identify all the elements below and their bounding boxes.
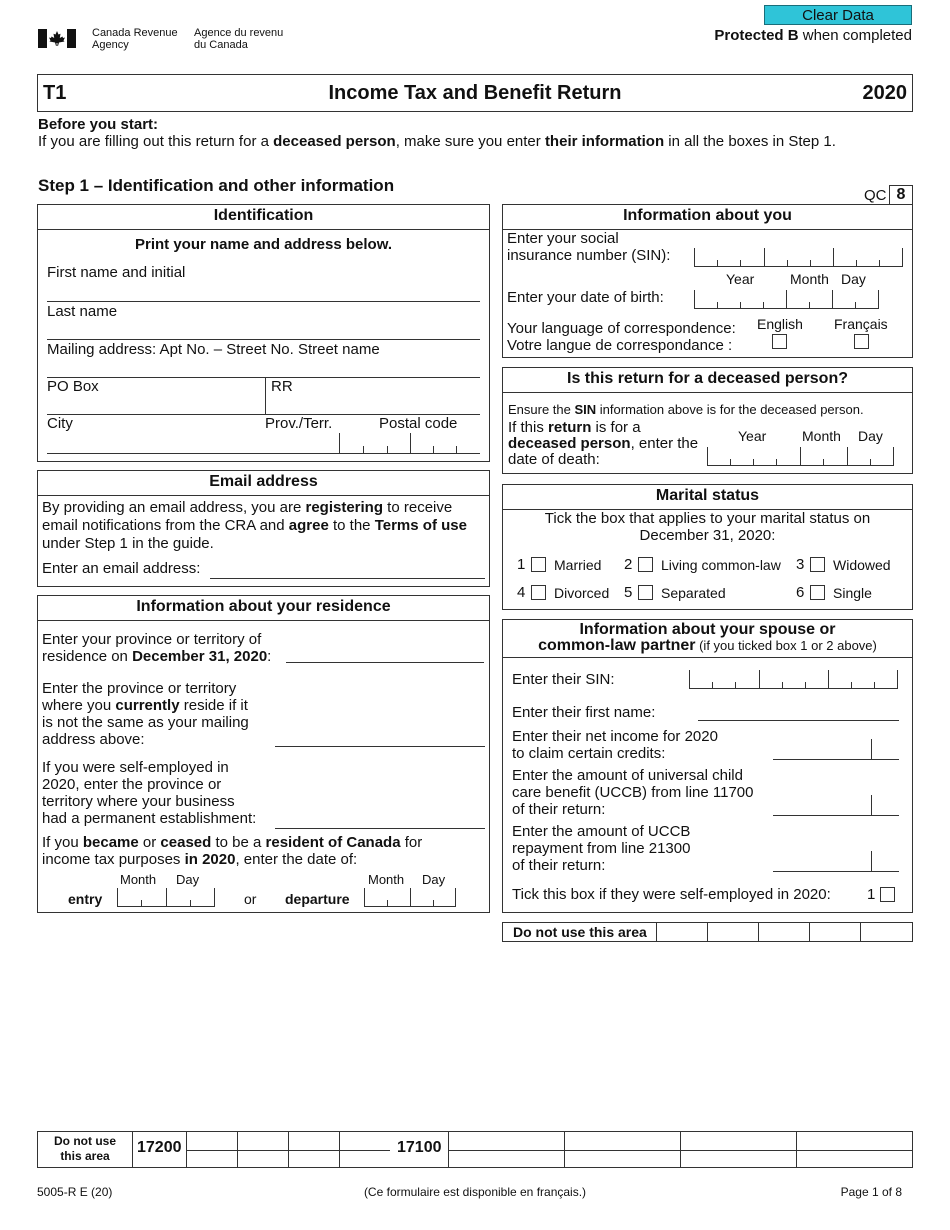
email-consent-text: By providing an email address, you are registering to receive email notifications from the CRA and agree to the Terms of use under Step 1 in the guide. — [42, 499, 467, 552]
or-label: or — [244, 891, 257, 907]
agency-fr-line1: Agence du revenu — [194, 27, 284, 39]
spouse-section — [502, 619, 913, 913]
residence-section — [37, 595, 490, 913]
cents-divider — [871, 795, 872, 816]
before-start-heading: Before you start: — [38, 116, 159, 133]
married-checkbox[interactable] — [531, 557, 546, 572]
city-field[interactable] — [47, 453, 480, 454]
tick — [363, 446, 364, 454]
francais-checkbox[interactable] — [854, 334, 869, 349]
spouse-first-name-field[interactable] — [698, 720, 899, 721]
tick — [456, 446, 457, 454]
before-start-text: If you are filling out this return for a deceased person, make sure you enter their information in all the boxes in Step 1. — [38, 133, 836, 150]
death-year-label: Year — [738, 428, 767, 444]
business-province-field[interactable] — [275, 828, 485, 829]
first-name-label: First name and initial — [47, 264, 186, 281]
option-num: 6 — [796, 584, 805, 601]
email-input[interactable] — [210, 578, 485, 579]
protected-b-label: Protected B — [714, 27, 799, 44]
date-of-death-field[interactable] — [707, 447, 894, 466]
divider — [680, 1132, 681, 1167]
spouse-net-income-label: Enter their net income for 2020 to claim certain credits: — [512, 728, 718, 762]
sin-label: Enter your social insurance number (SIN): — [507, 230, 671, 264]
deceased-heading: Is this return for a deceased person? — [503, 368, 912, 393]
deceased-section — [502, 367, 913, 474]
divider — [237, 1132, 238, 1167]
departure-month-label: Month — [368, 872, 405, 887]
marital-section — [502, 484, 913, 610]
option-label: Widowed — [833, 557, 891, 573]
marital-heading: Marital status — [503, 485, 912, 510]
last-name-field[interactable] — [47, 339, 480, 340]
divider — [564, 1132, 565, 1167]
spouse-sin-label: Enter their SIN: — [512, 671, 615, 688]
departure-date-field[interactable] — [364, 888, 456, 907]
agency-en-line1: Canada Revenue — [92, 27, 178, 39]
marital-instruction: Tick the box that applies to your marital status on December 31, 2020: — [544, 510, 871, 544]
prov-divider — [339, 433, 340, 454]
protected-rest: when completed — [798, 27, 912, 44]
about-you-section — [502, 204, 913, 358]
qc-label: QC — [864, 187, 887, 204]
divider — [288, 1132, 289, 1167]
divorced-checkbox[interactable] — [531, 585, 546, 600]
francais-label: Français — [834, 316, 888, 332]
option-num: 5 — [624, 584, 633, 601]
step1-title: Step 1 – Identification and other information — [38, 176, 395, 195]
office-use-label: Do not use this area — [54, 1134, 116, 1163]
spouse-self-employed-label: Tick this box if they were self-employed in 2020: — [512, 886, 831, 903]
qc-value: 8 — [889, 185, 913, 205]
email-heading: Email address — [38, 471, 489, 496]
dob-year-label: Year — [726, 271, 755, 287]
option-num: 3 — [796, 556, 805, 573]
do-not-use-label: Do not use this area — [513, 924, 647, 940]
email-section — [37, 470, 490, 587]
sin-field[interactable] — [694, 248, 903, 267]
divider — [860, 923, 861, 941]
maple-leaf-icon — [38, 29, 76, 48]
deceased-ensure-text: Ensure the SIN information above is for the deceased person. — [508, 402, 864, 417]
title-bar — [37, 74, 913, 112]
residence-q4: If you became or ceased to be a resident of Canada for income tax purposes in 2020, enter the date of: — [42, 834, 423, 868]
first-name-field[interactable] — [47, 301, 480, 302]
tick — [387, 446, 388, 454]
form-title: Income Tax and Benefit Return — [328, 82, 622, 104]
email-label: Enter an email address: — [42, 560, 201, 577]
about-you-heading: Information about you — [503, 205, 912, 230]
option-label: Married — [554, 557, 602, 573]
agency-en-line2: Agency — [92, 39, 129, 51]
entry-month-label: Month — [120, 872, 157, 887]
divider — [339, 1132, 340, 1167]
protected-notice — [714, 27, 912, 44]
form-code: 5005-R E (20) — [37, 1185, 113, 1199]
spouse-self-employed-num: 1 — [867, 886, 876, 903]
mailing-address-label: Mailing address: Apt No. – Street No. Street name — [47, 341, 380, 358]
spouse-heading: Information about your spouse or common-law partner (if you ticked box 1 or 2 above) — [503, 620, 912, 658]
departure-day-label: Day — [422, 872, 446, 887]
rr-label: RR — [271, 378, 293, 395]
english-label: English — [757, 316, 803, 332]
option-label: Living common-law — [661, 557, 781, 573]
bottom-office-table — [37, 1131, 913, 1168]
postal-divider — [410, 433, 411, 454]
agency-name-fr — [194, 27, 283, 51]
form-year: 2020 — [862, 82, 907, 104]
french-availability-note: (Ce formulaire est disponible en français.) — [363, 1185, 587, 1199]
dob-label: Enter your date of birth: — [507, 289, 664, 306]
divider — [656, 923, 657, 941]
spouse-first-name-label: Enter their first name: — [512, 704, 656, 721]
code-17100: 17100 — [397, 1139, 442, 1156]
divider — [448, 1132, 449, 1167]
divider — [707, 923, 708, 941]
identification-section — [37, 204, 490, 462]
agency-name-en — [92, 27, 178, 51]
option-label: Divorced — [554, 585, 610, 601]
residence-q2: Enter the province or territory where you currently reside if it is not the same as your mailing address above: — [42, 680, 249, 748]
option-num: 2 — [624, 556, 633, 573]
po-box-label: PO Box — [47, 378, 99, 395]
entry-label: entry — [68, 891, 103, 907]
do-not-use-area-right — [502, 922, 913, 942]
spouse-uccb-label: Enter the amount of universal child care benefit (UCCB) from line 11700 of their return: — [512, 767, 754, 818]
cents-divider — [871, 851, 872, 872]
entry-date-field[interactable] — [117, 888, 215, 907]
deceased-date-label: If this return is for a deceased person, enter the date of death: — [508, 419, 699, 468]
entry-day-label: Day — [176, 872, 200, 887]
spouse-uccb-repayment-label: Enter the amount of UCCB repayment from line 21300 of their return: — [512, 823, 691, 874]
identification-heading: Identification — [38, 205, 489, 230]
prov-label: Prov./Terr. — [265, 415, 333, 432]
agency-fr-line2: du Canada — [194, 39, 248, 51]
clear-data-button[interactable]: Clear Data — [764, 5, 912, 25]
dob-day-label: Day — [841, 271, 866, 287]
option-num: 1 — [517, 556, 526, 573]
divider — [809, 923, 810, 941]
spouse-self-employed-checkbox[interactable] — [880, 887, 895, 902]
dob-field[interactable] — [694, 290, 879, 309]
form-number: T1 — [43, 82, 67, 104]
cents-divider — [871, 739, 872, 760]
mailing-address-field[interactable] — [47, 377, 480, 378]
option-num: 4 — [517, 584, 526, 601]
residence-q1: Enter your province or territory of residence on December 31, 2020: — [42, 631, 272, 665]
language-label: Your language of correspondence: Votre langue de correspondance : — [507, 320, 736, 354]
last-name-label: Last name — [47, 303, 118, 320]
dob-month-label: Month — [790, 271, 829, 287]
spouse-uccb-repayment-field[interactable] — [773, 871, 899, 872]
english-checkbox[interactable] — [772, 334, 787, 349]
death-day-label: Day — [858, 428, 883, 444]
postal-code-label: Postal code — [379, 415, 458, 432]
print-instruction: Print your name and address below. — [134, 236, 392, 253]
option-label: Separated — [661, 585, 726, 601]
departure-label: departure — [285, 891, 350, 907]
spouse-net-income-field[interactable] — [773, 759, 899, 760]
divider — [758, 923, 759, 941]
tick — [433, 446, 434, 454]
single-checkbox[interactable] — [810, 585, 825, 600]
spouse-uccb-field[interactable] — [773, 815, 899, 816]
residence-province-field[interactable] — [286, 662, 484, 663]
option-label: Single — [833, 585, 872, 601]
divider — [132, 1132, 133, 1167]
canada-flag-logo — [38, 29, 76, 48]
death-month-label: Month — [802, 428, 841, 444]
residence-q3: If you were self-employed in 2020, enter the province or territory where your business had a permanent establishment: — [42, 759, 257, 827]
widowed-checkbox[interactable] — [810, 557, 825, 572]
code-17200: 17200 — [137, 1139, 182, 1156]
current-province-field[interactable] — [275, 746, 485, 747]
city-label: City — [47, 415, 73, 432]
po-rr-divider — [265, 377, 266, 415]
separated-checkbox[interactable] — [638, 585, 653, 600]
common-law-checkbox[interactable] — [638, 557, 653, 572]
spouse-sin-field[interactable] — [689, 670, 898, 689]
divider — [186, 1150, 912, 1151]
divider — [796, 1132, 797, 1167]
page-number: Page 1 of 8 — [840, 1185, 902, 1199]
residence-heading: Information about your residence — [38, 596, 489, 621]
